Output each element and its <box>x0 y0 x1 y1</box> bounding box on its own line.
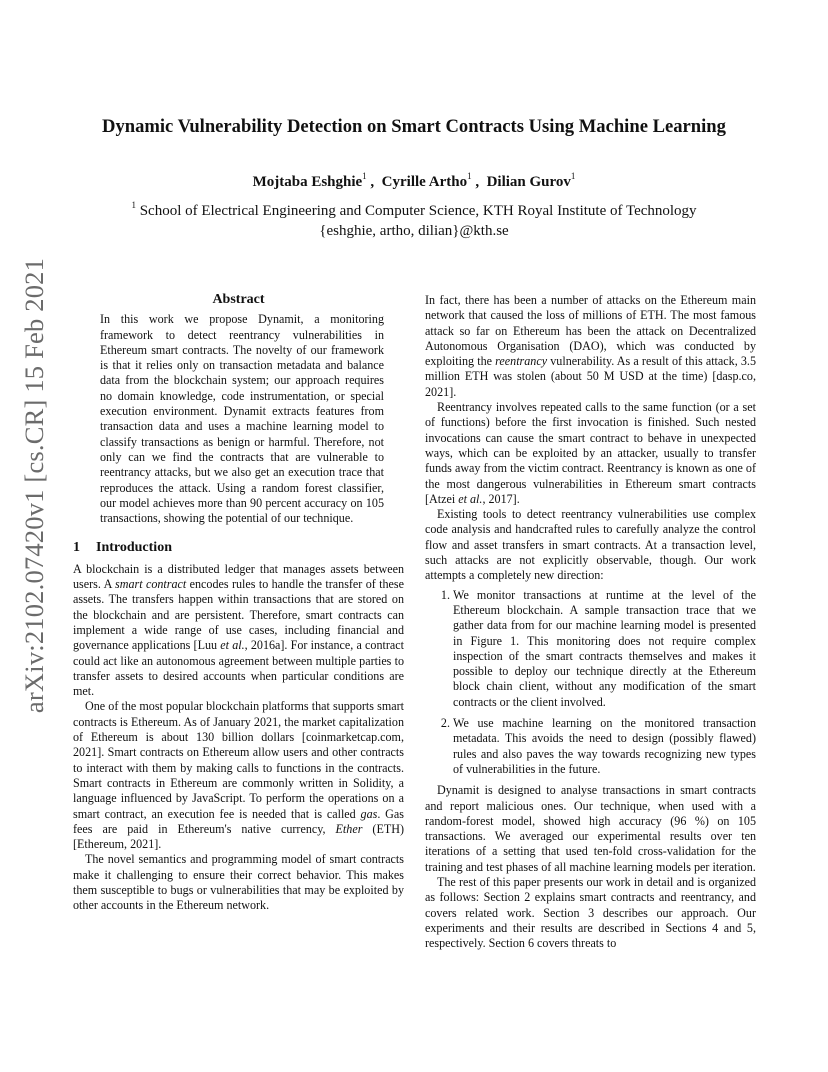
list-item: 2. We use machine learning on the monitored transaction metadata. This avoids the need to design (possibly flawed) rules and also paves the way towards recognizing new types of vulnerabilities in the future. <box>453 716 756 777</box>
affiliation-block <box>60 196 768 241</box>
author-mark: 1 <box>467 171 472 181</box>
abstract-heading: Abstract <box>212 292 265 307</box>
author-name: Mojtaba Eshghie <box>252 174 363 190</box>
list-item: 1. We monitor transactions at runtime at the level of the Ethereum blockchain. A sample transaction trace that we gather data from for our machine learning model is presented in Figure 1. This monitoring does not require complex inspection of the smart contracts themselves and makes it possible to deploy our technique directly at the Ethereum block chain client, without any modification of the smart contracts or the client involved. <box>453 588 756 710</box>
author-name: Cyrille Artho <box>381 174 468 190</box>
abstract-body <box>100 312 384 526</box>
affiliation-mark: 1 <box>131 200 136 210</box>
section-heading <box>73 540 404 555</box>
section-title: Introduction <box>96 540 172 556</box>
left-column <box>73 292 404 914</box>
contribution-list <box>425 588 756 778</box>
paragraph: Existing tools to detect reentrancy vulnerabilities use complex code analysis and handcrafted rules to carefully analyze the control flow and asset transfers in smart contracts. At a transaction level, such attacks are not explicitly observable, though. Our work attempts a completely new direction: <box>425 507 756 583</box>
paragraph: The novel semantics and programming model of smart contracts make it challenging to ensure their correct behavior. This makes them susceptible to bugs or vulnerabilities that may be exploited by other accounts in the Ethereum network. <box>73 852 404 913</box>
author-name: Dilian Gurov <box>486 174 571 190</box>
paragraph: Dynamit is designed to analyse transactions in smart contracts and report malicious ones. Our technique, when used with a random-forest model, showed high accuracy (96 %) on 105 transactions. We averaged our experimental results over ten iterations of a setting that used ten-fold cross-validation for the training and test phases of all machine learning models per iteration. <box>425 783 756 874</box>
affiliation: School of Electrical Engineering and Computer Science, KTH Royal Institute of Technology <box>139 203 697 219</box>
author-emails: {eshghie, artho, dilian}@kth.se <box>319 223 509 239</box>
arxiv-identifier: arXiv:2102.07420v1 [cs.CR] 15 Feb 2021 <box>19 257 50 713</box>
right-column <box>425 293 756 951</box>
paragraph: The rest of this paper presents our work in detail and is organized as follows: Section 2 explains smart contracts and reentrancy, and covers related work. Section 3 describes our approach. Our experiments and their results are described in Sections 4 and 5, respectively. Section 6 covers threats to <box>425 874 756 951</box>
section-number: 1 <box>73 540 80 556</box>
paragraph: Reentrancy involves repeated calls to the same function (or a set of functions) before the first invocation is finished. Such nested invocations can cause the smart contract to behave in unexpected ways, which can be exploited by an attacker, usually to transfer funds away from the victim contract. Reentrancy is known as one of the most dangerous vulnerabilities in Ethereum smart contracts [Atzei et al., 2017]. <box>425 400 756 506</box>
arxiv-sidebar <box>14 257 56 713</box>
author-mark: 1 <box>362 171 367 181</box>
paragraph: One of the most popular blockchain platforms that supports smart contracts is Ethereum. As of January 2021, the market capitalization of Ethereum is about 130 billion dollars [coinmarketcap.com, 2021]. Smart contracts on Ethereum allow users and other contracts to interact with them by making calls to functions in the contracts. Smart contracts in Ethereum are commonly written in Solidity, a language influenced by JavaScript. To perform the operations on a smart contract, an execution fee is needed that is called gas. Gas fees are paid in Ethereum's native currency, Ether (ETH) [Ethereum, 2021]. <box>73 699 404 852</box>
author-mark: 1 <box>570 171 576 181</box>
paragraph: In fact, there has been a number of attacks on the Ethereum main network that caused the loss of millions of ETH. The most famous attack so far on Ethereum has been the attack on Decentralized Autonomous Organisation (DAO), which was conducted by exploiting the reentrancy vulnerability. As a result of this attack, 3.5 million ETH was stolen (about 50 M USD at the time) [dasp.co, 2021]. <box>425 293 756 399</box>
paper-title: Dynamic Vulnerability Detection on Smart Contracts Using Machine Learning <box>102 116 726 137</box>
author-list: Mojtaba Eshghie$^1$ , Cyrille Artho$^1$ , Dilian Gurov$^1$ <box>252 171 576 190</box>
abstract-text: In this work we propose Dynamit, a monitoring framework to detect reentrancy vulnerabilities in Ethereum smart contracts. The novelty of our framework is that it relies only on transaction metadata and balance data from the blockchain system; our approach requires no domain knowledge, code instrumentation, or special execution environment. Dynamit extracts features from transaction data and uses a machine learning model to classify transactions as benign or harmful. Therefore, not only can we find the contracts that are vulnerable to reentrancy attacks, but we also get an execution trace that reproduces the attack. Using a random forest classifier, our model achieves more than 90 percent accuracy on 105 transactions, showing the potential of our technique. <box>100 312 384 526</box>
paragraph: A blockchain is a distributed ledger that manages assets between users. A smart contract encodes rules to handle the transfer of these assets. The transfers happen within transactions that are stored on the blockchain and are persistent. Therefore, smart contracts can implement a wide range of use cases, including financial and governance applications [Luu et al., 2016a]. For instance, a contract could act like an autonomous agreement between multiple parties to transfer assets to desired accounts when particular conditions are met. <box>73 561 404 699</box>
